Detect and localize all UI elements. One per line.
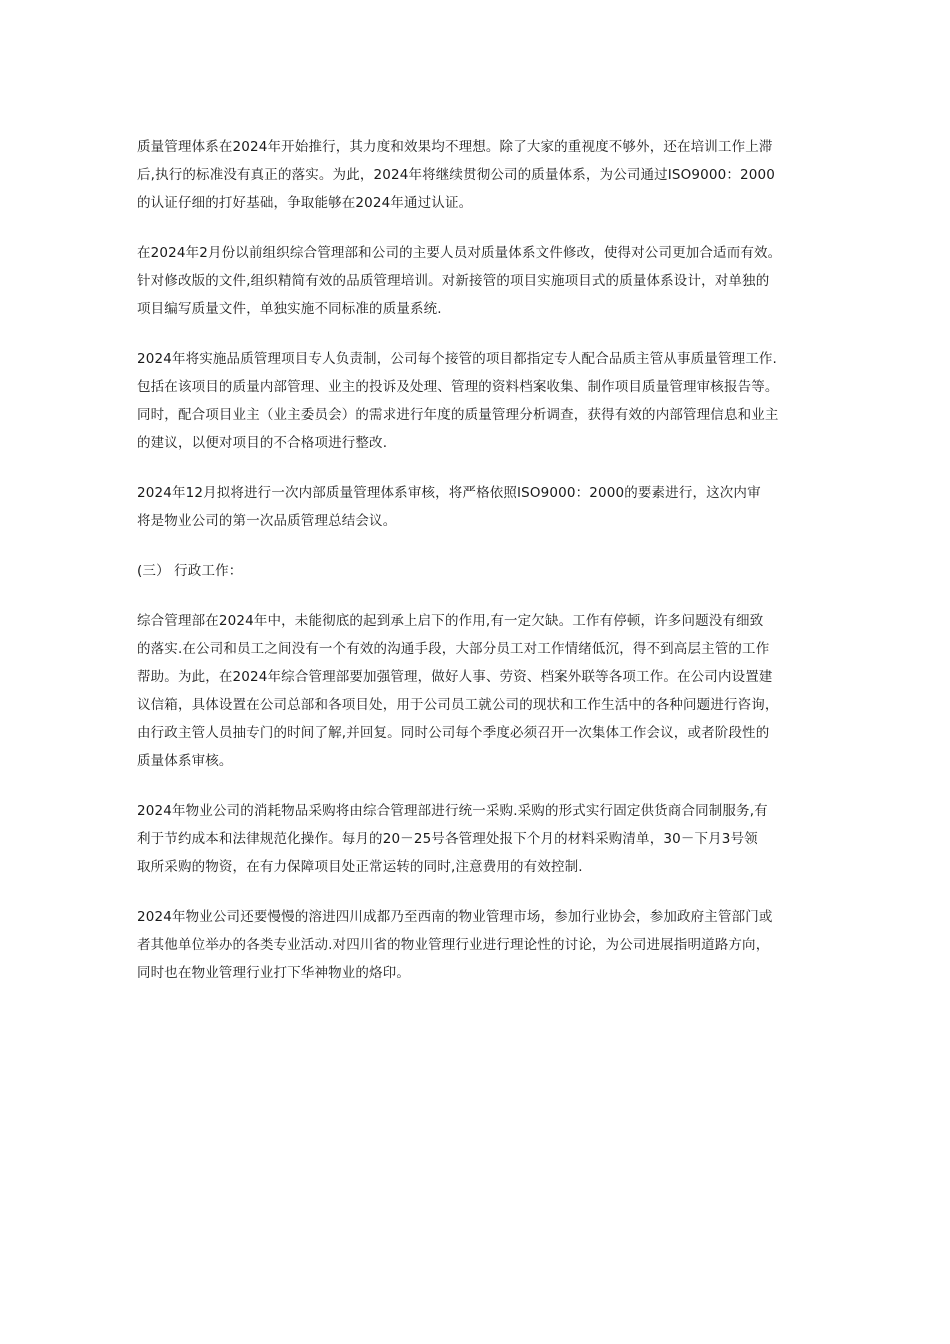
text-line: 质量体系审核。 bbox=[137, 753, 233, 769]
text-line: 针对修改版的文件,组织精简有效的品质管理培训。对新接管的项目实施项目式的质量体系设计，对单独的 bbox=[137, 273, 770, 289]
text-line: 的认证仔细的打好基础，争取能够在2024年通过认证。 bbox=[137, 195, 473, 211]
text-line: 在2024年2月份以前组织综合管理部和公司的主要人员对质量体系文件修改，使得对公司更加合适而有效。 bbox=[137, 245, 782, 261]
text-line: 2024年将实施品质管理项目专人负责制，公司每个接管的项目都指定专人配合品质主管从事质量管理工作. bbox=[137, 351, 777, 367]
text-line: 的落实.在公司和员工之间没有一个有效的沟通手段，大部分员工对工作情绪低沉，得不到高层主管的工作 bbox=[137, 641, 770, 657]
text-line: 2024年12月拟将进行一次内部质量管理体系审核，将严格依照ISO9000：2000的要素进行，这次内审 bbox=[137, 485, 761, 501]
paragraph-quality-document-revision bbox=[137, 239, 837, 323]
text-line: 者其他单位举办的各类专业活动.对四川省的物业管理行业进行理论性的讨论，为公司进展指明道路方向， bbox=[137, 937, 770, 953]
text-line: 取所采购的物资，在有力保障项目处正常运转的同时,注意费用的有效控制. bbox=[137, 859, 583, 875]
paragraph-admin-management bbox=[137, 607, 837, 775]
text-line: 的建议，以便对项目的不合格项进行整改. bbox=[137, 435, 388, 451]
text-line: 同时，配合项目业主（业主委员会）的需求进行年度的质量管理分析调查，获得有效的内部管理信息和业主 bbox=[137, 407, 779, 423]
text-line: 同时也在物业管理行业打下华神物业的烙印。 bbox=[137, 965, 410, 981]
paragraph-market-expansion bbox=[137, 903, 837, 987]
section-heading-text: (三） 行政工作： bbox=[137, 563, 243, 579]
text-line: 议信箱，具体设置在公司总部和各项目处，用于公司员工就公司的现状和工作生活中的各种问题进行咨询， bbox=[137, 697, 779, 713]
paragraph-internal-audit bbox=[137, 479, 837, 535]
text-line: 由行政主管人员抽专门的时间了解,并回复。同时公司每个季度必须召开一次集体工作会议，或者阶段性的 bbox=[137, 725, 770, 741]
text-line: 项目编写质量文件，单独实施不同标准的质量系统. bbox=[137, 301, 442, 317]
text-line: 将是物业公司的第一次品质管理总结会议。 bbox=[137, 513, 397, 529]
section-heading-administration bbox=[137, 557, 837, 585]
text-line: 利于节约成本和法律规范化操作。每月的20－25号各管理处报下个月的材料采购清单，30－下月3号领 bbox=[137, 831, 758, 847]
text-line: 质量管理体系在2024年开始推行，其力度和效果均不理想。除了大家的重视度不够外，还在培训工作上滞 bbox=[137, 139, 773, 155]
text-line: 2024年物业公司还要慢慢的溶进四川成都乃至西南的物业管理市场，参加行业协会，参加政府主管部门或 bbox=[137, 909, 773, 925]
paragraph-project-responsibility bbox=[137, 345, 837, 457]
text-line: 后,执行的标准没有真正的落实。为此，2024年将继续贯彻公司的质量体系，为公司通过ISO9000：2000 bbox=[137, 167, 775, 183]
document-body bbox=[137, 133, 837, 1009]
text-line: 综合管理部在2024年中，未能彻底的起到承上启下的作用,有一定欠缺。工作有停顿，许多问题没有细致 bbox=[137, 613, 764, 629]
text-line: 包括在该项目的质量内部管理、业主的投诉及处理、管理的资料档案收集、制作项目质量管理审核报告等。 bbox=[137, 379, 779, 395]
paragraph-procurement bbox=[137, 797, 837, 881]
paragraph-quality-system-intro bbox=[137, 133, 837, 217]
text-line: 帮助。为此，在2024年综合管理部要加强管理，做好人事、劳资、档案外联等各项工作。在公司内设置建 bbox=[137, 669, 773, 685]
text-line: 2024年物业公司的消耗物品采购将由综合管理部进行统一采购.采购的形式实行固定供货商合同制服务,有 bbox=[137, 803, 768, 819]
